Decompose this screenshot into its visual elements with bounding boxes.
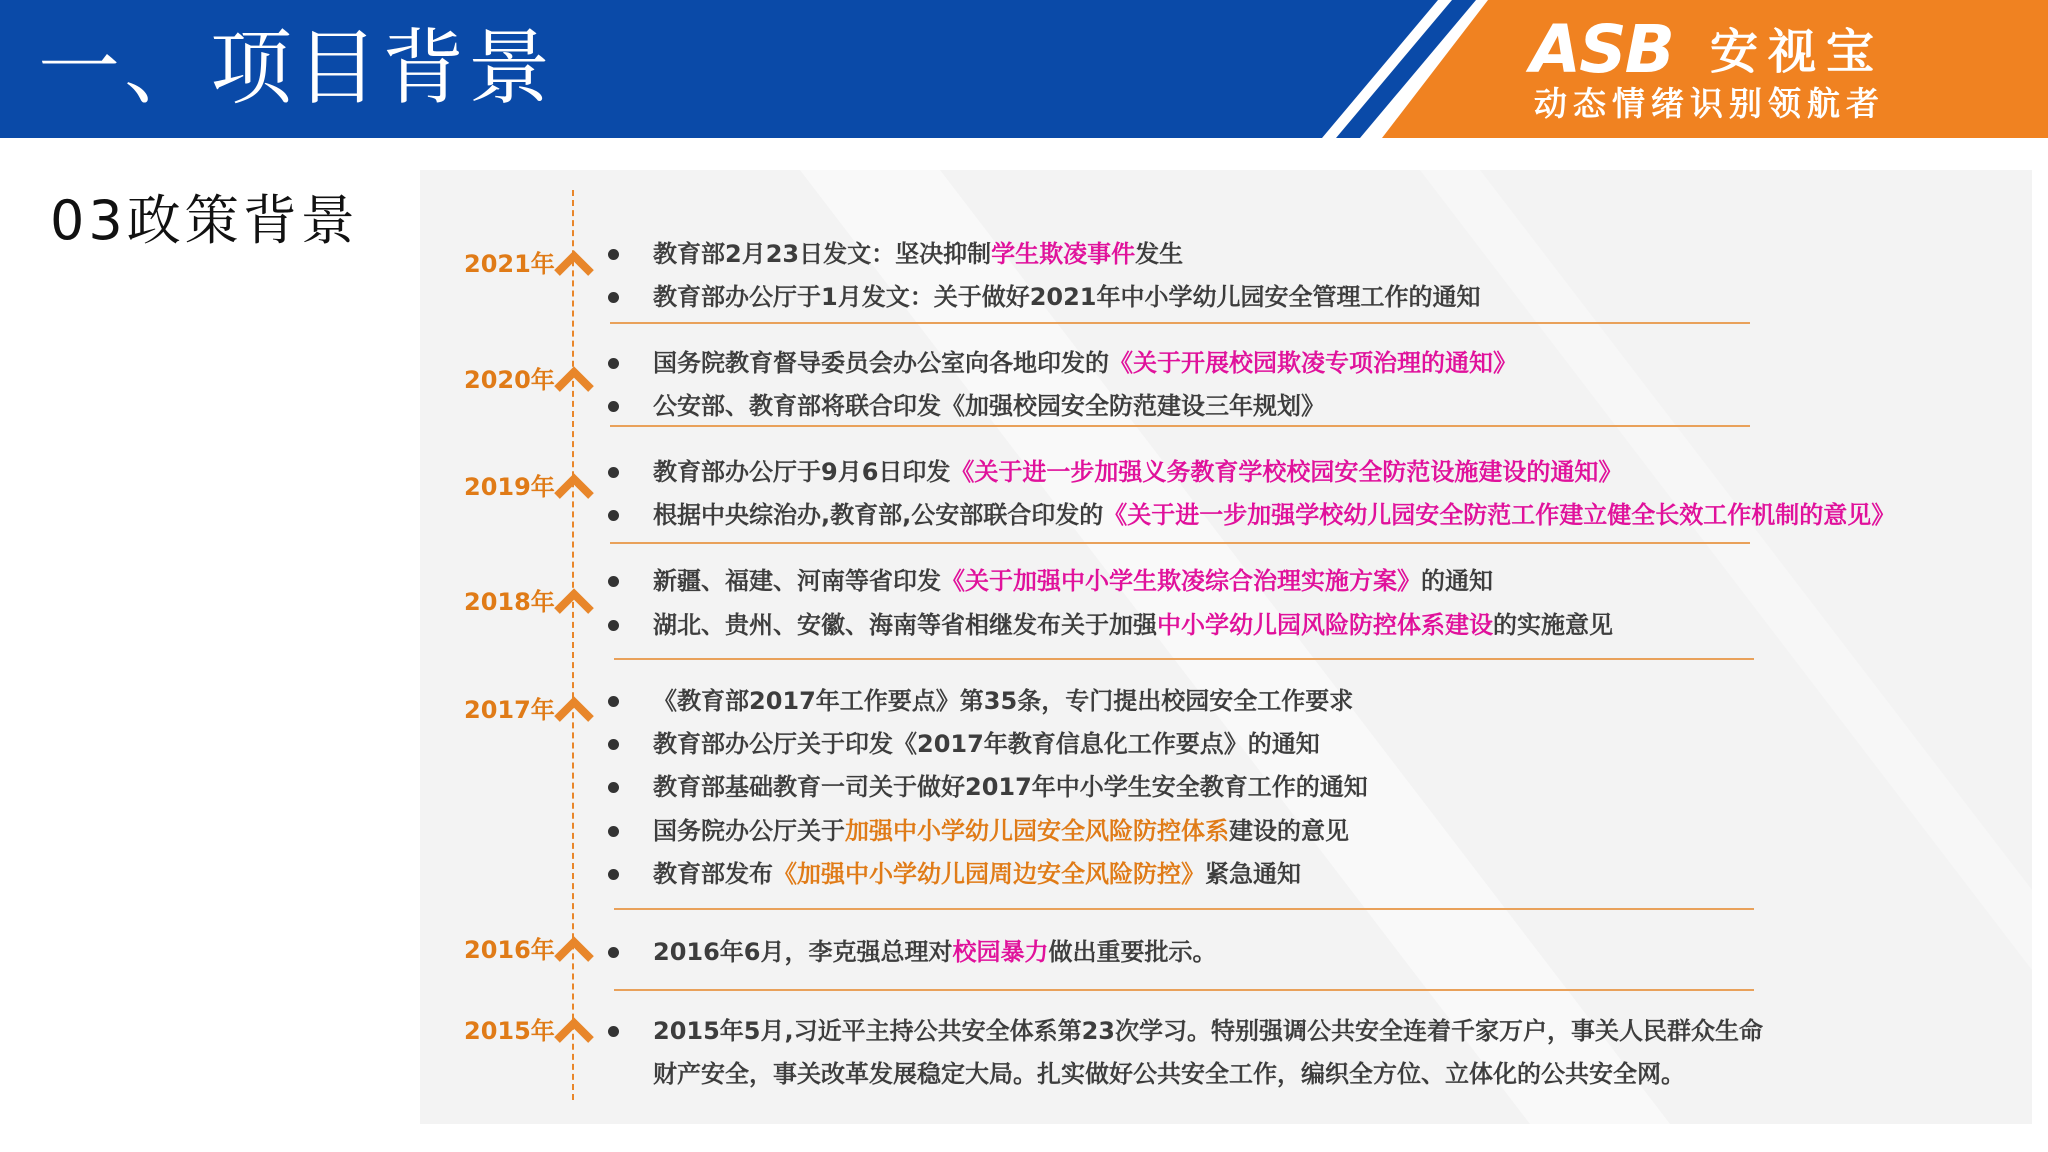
year-label: 2017年	[464, 696, 555, 724]
group-divider	[610, 425, 1750, 427]
text-segment: 教育部2月23日发文：坚决抑制	[653, 240, 992, 268]
policy-text	[653, 931, 1217, 974]
text-segment: 教育部办公厅于1月发文：关于做好2021年中小学幼儿园安全管理工作的通知	[653, 283, 1481, 311]
chevron-up-icon	[552, 364, 596, 394]
chevron-up-icon	[552, 248, 596, 278]
text-segment: 教育部发布	[653, 860, 773, 888]
bullet-icon	[608, 576, 619, 587]
bullet-icon	[608, 620, 619, 631]
bullet-icon	[608, 826, 619, 837]
bullet-icon	[608, 467, 619, 478]
text-segment: 国务院办公厅关于	[653, 817, 845, 845]
policy-text	[653, 604, 1613, 647]
bullet-icon	[608, 739, 619, 750]
chevron-up-icon	[552, 694, 596, 724]
bullet-icon	[608, 249, 619, 260]
group-divider	[614, 989, 1754, 991]
highlight-text: 中小学幼儿园风险防控体系建设	[1157, 611, 1493, 639]
logo-mark: ASB	[1530, 11, 1673, 88]
policy-text	[653, 342, 1517, 385]
logo-slogan: 动态情绪识别领航者	[1534, 84, 1885, 123]
text-segment: 国务院教育督导委员会办公室向各地印发的	[653, 349, 1109, 377]
highlight-text: 《关于进一步加强学校幼儿园安全防范工作建立健全长效工作机制的意见》	[1103, 501, 1896, 529]
chevron-up-icon	[552, 471, 596, 501]
text-segment: 《教育部2017年工作要点》第35条，专门提出校园安全工作要求	[653, 687, 1354, 715]
text-segment: 教育部办公厅于9月6日印发	[653, 458, 951, 486]
policy-text	[653, 810, 1349, 853]
policy-text	[653, 385, 1325, 428]
highlight-text: 《加强中小学幼儿园周边安全风险防控》	[773, 860, 1205, 888]
group-divider	[610, 322, 1750, 324]
year-label: 2018年	[464, 588, 555, 616]
group-divider	[614, 658, 1754, 660]
highlight-text: 《关于进一步加强义务教育学校校园安全防范设施建设的通知》	[950, 458, 1623, 486]
policy-text	[653, 560, 1493, 603]
policy-text	[653, 451, 1622, 494]
text-segment: 教育部基础教育一司关于做好2017年中小学生安全教育工作的通知	[653, 773, 1368, 801]
bullet-icon	[608, 947, 619, 958]
highlight-text: 加强中小学幼儿园安全风险防控体系	[845, 817, 1229, 845]
year-label: 2019年	[464, 473, 555, 501]
highlight-text: 《关于加强中小学生欺凌综合治理实施方案》	[941, 567, 1421, 595]
bullet-icon	[608, 358, 619, 369]
text-segment: 做出重要批示。	[1048, 938, 1217, 966]
text-segment: 根据中央综治办,教育部,公安部联合印发的	[653, 501, 1104, 529]
header-bar	[0, 0, 2048, 138]
year-label: 2020年	[464, 366, 555, 394]
text-segment: 2015年5月,习近平主持公共安全体系第23次学习。特别强调公共安全连着千家万户，事关人民群众生命财产安全，事关改革发展稳定大局。扎实做好公共安全工作，编织全方位、立体化的公共安全网。	[653, 1017, 1764, 1088]
year-label: 2016年	[464, 936, 555, 964]
text-segment: 2016年6月，李克强总理对	[653, 938, 953, 966]
logo-name: 安视宝	[1710, 24, 1885, 80]
group-divider	[614, 908, 1754, 910]
policy-text	[653, 233, 1183, 276]
text-segment: 湖北、贵州、安徽、海南等省相继发布关于加强	[653, 611, 1157, 639]
text-segment: 建设的意见	[1229, 817, 1349, 845]
bullet-icon	[608, 292, 619, 303]
section-title: 03政策背景	[50, 189, 359, 252]
policy-text	[653, 494, 1895, 537]
company-logo	[1530, 11, 2010, 128]
bullet-icon	[608, 1026, 619, 1037]
highlight-text: 学生欺凌事件	[991, 240, 1136, 268]
group-divider	[610, 542, 1750, 544]
policy-text	[653, 1010, 1763, 1096]
bullet-icon	[608, 869, 619, 880]
year-label: 2021年	[464, 250, 555, 278]
bullet-icon	[608, 510, 619, 521]
text-segment: 的通知	[1421, 567, 1493, 595]
text-segment: 发生	[1135, 240, 1184, 268]
highlight-text: 《关于开展校园欺凌专项治理的通知》	[1109, 349, 1517, 377]
bullet-icon	[608, 696, 619, 707]
bullet-icon	[608, 782, 619, 793]
chevron-up-icon	[552, 934, 596, 964]
policy-text	[653, 680, 1353, 723]
text-segment: 公安部、教育部将联合印发《加强校园安全防范建设三年规划》	[653, 392, 1325, 420]
policy-text	[653, 853, 1301, 896]
policy-text	[653, 723, 1320, 766]
year-label: 2015年	[464, 1017, 555, 1045]
policy-text	[653, 766, 1368, 809]
policy-text	[653, 276, 1481, 319]
chevron-up-icon	[552, 586, 596, 616]
page-title: 一、项目背景	[38, 21, 555, 116]
text-segment: 紧急通知	[1205, 860, 1301, 888]
highlight-text: 校园暴力	[952, 938, 1049, 966]
text-segment: 教育部办公厅关于印发《2017年教育信息化工作要点》的通知	[653, 730, 1320, 758]
text-segment: 的实施意见	[1493, 611, 1613, 639]
bullet-icon	[608, 401, 619, 412]
text-segment: 新疆、福建、河南等省印发	[653, 567, 941, 595]
chevron-up-icon	[552, 1015, 596, 1045]
